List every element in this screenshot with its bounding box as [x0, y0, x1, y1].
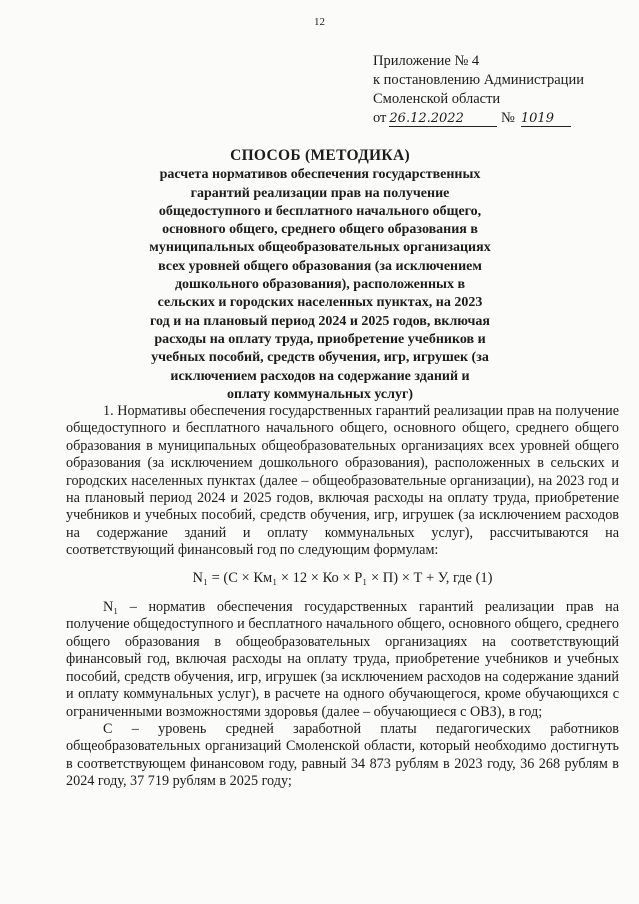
formula: N₁ = (С × Км₁ × 12 × Ко × Р₁ × П) × Т + У, где (1) [192, 569, 493, 586]
number-prefix: № [501, 110, 515, 126]
date-prefix: от [373, 110, 387, 126]
date-field [389, 111, 497, 127]
title-line: оплату коммунальных услуг) [226, 386, 414, 402]
title-main: СПОСОБ (МЕТОДИКА) [230, 147, 410, 164]
title-line: расходы на оплату труда, приобретение учебников и [154, 331, 486, 347]
page-number: 12 [314, 16, 325, 28]
appendix-number: Приложение № 4 [373, 53, 480, 69]
appendix-decree-ref: к постановлению Администрации [373, 72, 584, 88]
title-line: гарантий реализации прав на получение [190, 185, 450, 201]
title-line: дошкольного образования), расположенных в [174, 277, 466, 293]
paragraph-1: 1. Нормативы обеспечения государственных гарантий реализации прав на получение общедоступного и бесплатного начального общего, основного общего, среднего общего образования в муниципальных общеобразовательных организациях всех уровней общего образования (за исключением дошкольного образования), расположенных в сельских и городских населенных пунктах (далее – общеобразовательные организации), на 2023 год и на плановый период 2024 и 2025 годов, включая расходы на оплату труда, приобретение учебников и учебных пособий, средств обучения, игр, игрушек (за исключением расходов на содержание зданий и оплату коммунальных услуг), рассчитываются на соответствующий финансовый год по следующим формулам: [66, 403, 619, 559]
title-line: всех уровней общего образования (за исключением [158, 258, 482, 274]
title-line: сельских и городских населенных пунктах, на 2023 [157, 295, 483, 311]
title-line: исключением расходов на содержание зданий и [170, 368, 470, 384]
title-line: год и на плановый период 2024 и 2025 годов, включая [150, 313, 490, 329]
handwritten-date: 26.12.2022 [389, 111, 464, 126]
title-line: основного общего, среднего общего образования в [162, 222, 478, 238]
number-field [521, 111, 571, 127]
appendix-date-number-row [373, 109, 623, 128]
paragraph-c-definition: С – уровень средней заработной платы педагогических работников общеобразовательных организаций Смоленской области, который необходимо достигнуть в соответствующем финансовом году, равный 34 873 рублям в 2023 году, 36 268 рублям в 2024 году, 37 719 рублям в 2025 году; [66, 720, 619, 790]
document-title [40, 147, 600, 404]
title-line: муниципальных общеобразовательных организациях [149, 240, 491, 256]
title-line: расчета нормативов обеспечения государственных [159, 167, 481, 183]
paragraph-n1-definition: N₁ – норматив обеспечения государственных гарантий реализации прав на получение общедоступного и бесплатного начального общего, основного общего, среднего общего образования в общеобразовательных организациях на соответствующий финансовый год, включая расходы на оплату труда, приобретение учебников и учебных пособий, средств обучения, игр, игрушек (за исключением расходов на содержание зданий и оплату коммунальных услуг), в расчете на одного обучающегося, кроме обучающихся с ограниченными возможностями здоровья (далее – обучающиеся с ОВЗ), в год; [66, 599, 619, 720]
appendix-region: Смоленской области [373, 91, 501, 107]
title-line: общедоступного и бесплатного начального общего, [158, 203, 482, 219]
appendix-header [373, 52, 623, 128]
handwritten-number: 1019 [520, 111, 554, 126]
title-line: учебных пособий, средств обучения, игр, игрушек (за [151, 350, 489, 366]
document-body [66, 403, 619, 791]
